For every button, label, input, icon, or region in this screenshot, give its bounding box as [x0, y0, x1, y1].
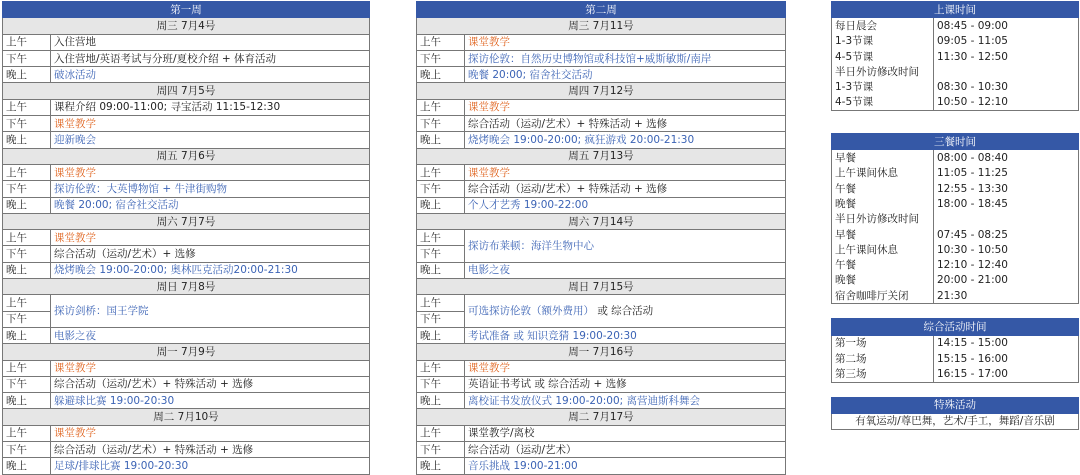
time-value: 20:00 - 21:00: [934, 273, 1079, 288]
time-label: 第三场: [832, 366, 934, 382]
week-header-row: [3, 2, 370, 18]
time-row: [832, 196, 1079, 211]
schedule-row: [3, 116, 370, 132]
special-row: [832, 413, 1079, 429]
time-slot-label: 晚上: [3, 67, 51, 83]
time-value: 11:30 - 12:50: [934, 49, 1079, 64]
time-slot-label: 上午: [3, 164, 51, 180]
time-slot-label: 上午: [417, 425, 465, 441]
time-label: 上午课间休息: [832, 166, 934, 181]
day-date: 周日 7月15号: [417, 279, 786, 295]
time-row: [832, 79, 1079, 94]
time-slot-label: 上午: [3, 99, 51, 115]
time-label: 上午课间休息: [832, 242, 934, 257]
time-slot-label: 晚上: [417, 197, 465, 213]
time-label: 早餐: [832, 150, 934, 166]
time-slot-label: 上午: [3, 295, 51, 311]
time-slot-label: 上午: [417, 99, 465, 115]
activity-cell: 综合活动（运动/艺术）+ 特殊活动 + 选修: [51, 442, 370, 458]
time-row: [832, 257, 1079, 272]
time-slot-label: 上午: [3, 425, 51, 441]
time-slot-label: 晚上: [3, 197, 51, 213]
day-date: 周二 7月17号: [417, 409, 786, 425]
day-header-row: [3, 344, 370, 360]
schedule-row: [417, 67, 786, 83]
day-date: 周二 7月10号: [3, 409, 370, 425]
day-header-row: [417, 213, 786, 229]
activity-cell: 电影之夜: [51, 327, 370, 343]
day-header-row: [417, 409, 786, 425]
activity-cell: 课堂教学: [51, 164, 370, 180]
activity-cell: 综合活动（运动/艺术）: [465, 442, 786, 458]
schedule-row: [417, 360, 786, 376]
activity-cell: 电影之夜: [465, 262, 786, 278]
time-label: 宿舍咖啡厅关闭: [832, 288, 934, 304]
activity-cell: 个人才艺秀 19:00-22:00: [465, 197, 786, 213]
time-row: [832, 227, 1079, 242]
time-row: [832, 64, 1079, 79]
day-date: 周五 7月13号: [417, 148, 786, 164]
activity-cell: [51, 295, 370, 328]
time-label: 晚餐: [832, 196, 934, 211]
section-gap: [832, 382, 1079, 397]
time-label: 4-5节课: [832, 95, 934, 111]
activity-cell: 入住营地/英语考试与分班/夏校介绍 + 体育活动: [51, 50, 370, 66]
activity-cell: 综合活动（运动/艺术）+ 特殊活动 + 选修: [465, 181, 786, 197]
time-slot-label: 下午: [417, 50, 465, 66]
day-header-row: [417, 83, 786, 99]
section-header-row: [832, 134, 1079, 150]
schedule-row: [417, 34, 786, 50]
activity-cell: 课堂教学: [465, 360, 786, 376]
day-date: 周一 7月16号: [417, 344, 786, 360]
day-header-row: [417, 18, 786, 34]
schedule-row: [3, 246, 370, 262]
activity-cell: 破冰活动: [51, 67, 370, 83]
special-activities: 有氧运动/尊巴舞，艺术/手工，舞蹈/音乐剧: [832, 413, 1079, 429]
time-row: [832, 335, 1079, 351]
time-value: 11:05 - 11:25: [934, 166, 1079, 181]
activity-cell: 音乐挑战 19:00-21:00: [465, 458, 786, 474]
time-slot-label: 上午: [417, 164, 465, 180]
time-slot-label: 下午: [417, 376, 465, 392]
schedule-row: [3, 197, 370, 213]
schedule-row: [417, 99, 786, 115]
activity-cell: 探访伦敦：自然历史博物馆或科技馆+威斯敏斯/南岸: [465, 50, 786, 66]
time-slot-label: 晚上: [3, 327, 51, 343]
day-header-row: [417, 148, 786, 164]
day-date: 周六 7月14号: [417, 213, 786, 229]
time-slot-label: 下午: [3, 246, 51, 262]
time-value: 16:15 - 17:00: [934, 366, 1079, 382]
activity-cell: 离校证书发放仪式 19:00-20:00; 离营迪斯科舞会: [465, 393, 786, 409]
time-value: 10:50 - 12:10: [934, 95, 1079, 111]
activity-cell: 综合活动（运动/艺术）+ 特殊活动 + 选修: [465, 116, 786, 132]
schedule-row: [3, 99, 370, 115]
activity-cell: 探访伦敦：大英博物馆 + 牛津街购物: [51, 181, 370, 197]
schedule-row: [3, 230, 370, 246]
day-header-row: [3, 279, 370, 295]
activity-cell: 综合活动（运动/艺术）+ 特殊活动 + 选修: [51, 376, 370, 392]
section-gap: [832, 125, 1079, 134]
schedule-row: [3, 376, 370, 392]
activity-text: 可选探访伦敦（额外费用）: [468, 305, 594, 318]
time-slot-label: 上午: [417, 295, 465, 311]
time-slot-label: 晚上: [417, 132, 465, 148]
week-header-row: [417, 2, 786, 18]
schedule-row: [3, 327, 370, 343]
schedule-row: [417, 393, 786, 409]
section-header-row: [832, 319, 1079, 335]
schedule-row: [417, 327, 786, 343]
section-gap: [832, 111, 1079, 126]
schedule-row: [417, 262, 786, 278]
time-row: [832, 150, 1079, 166]
side-body: [832, 2, 1079, 430]
day-header-row: [417, 279, 786, 295]
day-date: 周六 7月7号: [3, 213, 370, 229]
schedule-row: [3, 425, 370, 441]
schedule-row: [3, 164, 370, 180]
time-label: 第一场: [832, 335, 934, 351]
time-label: 早餐: [832, 227, 934, 242]
time-row: [832, 366, 1079, 382]
time-slot-label: 晚上: [3, 132, 51, 148]
time-slot-label: 晚上: [3, 458, 51, 474]
schedule-row: [417, 50, 786, 66]
activity-cell: 入住营地: [51, 34, 370, 50]
section-header-row: [832, 2, 1079, 18]
activity-cell: 课堂教学: [51, 230, 370, 246]
time-value: 15:15 - 16:00: [934, 351, 1079, 366]
time-slot-label: 上午: [417, 34, 465, 50]
time-slot-label: 上午: [417, 230, 465, 246]
time-label: 4-5节课: [832, 49, 934, 64]
schedule-row: [417, 197, 786, 213]
time-value: 12:55 - 13:30: [934, 181, 1079, 196]
schedule-row: [3, 360, 370, 376]
day-header-row: [417, 344, 786, 360]
time-slot-label: 晚上: [417, 458, 465, 474]
time-slot-label: 上午: [3, 360, 51, 376]
activity-cell: 迎新晚会: [51, 132, 370, 148]
time-label: 1-3节课: [832, 79, 934, 94]
activity-cell: [465, 230, 786, 263]
day-date: 周三 7月4号: [3, 18, 370, 34]
section-gap: [832, 304, 1079, 319]
time-slot-label: 上午: [417, 360, 465, 376]
time-row: [832, 18, 1079, 34]
section-title: 上课时间: [832, 2, 1079, 18]
activity-cell: 课堂教学: [51, 116, 370, 132]
time-value: 09:05 - 11:05: [934, 34, 1079, 49]
time-label: 半日外访修改时间: [832, 212, 934, 227]
time-slot-label: 上午: [3, 230, 51, 246]
time-value: [934, 64, 1079, 79]
time-slot-label: 下午: [3, 181, 51, 197]
time-value: [934, 212, 1079, 227]
schedule-row: [417, 116, 786, 132]
activity-cell: 烧烤晚会 19:00-20:00; 疯狂游戏 20:00-21:30: [465, 132, 786, 148]
time-row: [832, 49, 1079, 64]
schedule-row: [417, 458, 786, 474]
time-value: 21:30: [934, 288, 1079, 304]
activity-text: 探访布莱顿：海洋生物中心: [468, 239, 594, 252]
time-slot-label: 下午: [417, 181, 465, 197]
schedule-row: [3, 393, 370, 409]
schedule-row: [3, 295, 370, 311]
activity-cell: 英语证书考试 或 综合活动 + 选修: [465, 376, 786, 392]
activity-cell: 课堂教学: [465, 99, 786, 115]
day-header-row: [3, 18, 370, 34]
time-value: 08:45 - 09:00: [934, 18, 1079, 34]
activity-cell: 课堂教学: [465, 164, 786, 180]
schedule-row: [417, 164, 786, 180]
time-value: 08:00 - 08:40: [934, 150, 1079, 166]
day-date: 周日 7月8号: [3, 279, 370, 295]
day-date: 周一 7月9号: [3, 344, 370, 360]
schedule-row: [3, 262, 370, 278]
day-date: 周四 7月5号: [3, 83, 370, 99]
time-row: [832, 181, 1079, 196]
activity-cell: 课堂教学: [51, 360, 370, 376]
time-label: 1-3节课: [832, 34, 934, 49]
day-header-row: [3, 148, 370, 164]
time-row: [832, 242, 1079, 257]
activity-cell: 综合活动（运动/艺术）+ 选修: [51, 246, 370, 262]
time-slot-label: 晚上: [417, 262, 465, 278]
time-value: 08:30 - 10:30: [934, 79, 1079, 94]
time-label: 午餐: [832, 181, 934, 196]
schedule-row: [3, 50, 370, 66]
schedule-row: [3, 181, 370, 197]
activity-cell: 足球/排球比赛 19:00-20:30: [51, 458, 370, 474]
schedule-row: [417, 295, 786, 311]
day-date: 周五 7月6号: [3, 148, 370, 164]
activity-cell: 考试准备 或 知识竞猜 19:00-20:30: [465, 327, 786, 343]
time-info-table: [831, 1, 1079, 430]
time-slot-label: 下午: [3, 442, 51, 458]
time-label: 晚餐: [832, 273, 934, 288]
week-title: 第一周: [3, 2, 370, 18]
day-header-row: [3, 213, 370, 229]
time-slot-label: 下午: [3, 50, 51, 66]
week1-body: [3, 2, 370, 475]
schedule-row: [417, 132, 786, 148]
time-slot-label: 下午: [3, 376, 51, 392]
schedule-row: [3, 132, 370, 148]
schedule-row: [417, 230, 786, 246]
activity-cell: 晚餐 20:00; 宿舍社交活动: [465, 67, 786, 83]
schedule-row: [417, 181, 786, 197]
time-slot-label: 下午: [3, 116, 51, 132]
week2-schedule-table: [416, 1, 786, 475]
day-header-row: [3, 83, 370, 99]
time-slot-label: 下午: [417, 311, 465, 327]
time-slot-label: 晚上: [3, 262, 51, 278]
time-row: [832, 95, 1079, 111]
time-value: 12:10 - 12:40: [934, 257, 1079, 272]
section-title: 特殊活动: [832, 397, 1079, 413]
activity-text-extra: 或 综合活动: [597, 305, 654, 318]
time-row: [832, 273, 1079, 288]
section-header-row: [832, 397, 1079, 413]
week2-body: [417, 2, 786, 475]
schedule-row: [3, 458, 370, 474]
day-date: 周三 7月11号: [417, 18, 786, 34]
section-title: 三餐时间: [832, 134, 1079, 150]
schedule-row: [3, 34, 370, 50]
time-value: 07:45 - 08:25: [934, 227, 1079, 242]
schedule-row: [417, 376, 786, 392]
day-header-row: [3, 409, 370, 425]
schedule-row: [3, 67, 370, 83]
time-row: [832, 212, 1079, 227]
time-slot-label: 晚上: [417, 67, 465, 83]
activity-text: 探访剑桥：国王学院: [54, 305, 149, 318]
time-label: 每日晨会: [832, 18, 934, 34]
activity-cell: 躲避球比赛 19:00-20:30: [51, 393, 370, 409]
activity-cell: [465, 295, 786, 328]
day-date: 周四 7月12号: [417, 83, 786, 99]
activity-cell: 晚餐 20:00; 宿舍社交活动: [51, 197, 370, 213]
time-slot-label: 上午: [3, 34, 51, 50]
schedule-row: [417, 425, 786, 441]
schedule-row: [3, 442, 370, 458]
week1-schedule-table: [2, 1, 370, 475]
activity-cell: 课堂教学: [51, 425, 370, 441]
activity-cell: 课堂教学/离校: [465, 425, 786, 441]
time-row: [832, 34, 1079, 49]
time-slot-label: 下午: [417, 442, 465, 458]
section-title: 综合活动时间: [832, 319, 1079, 335]
time-slot-label: 下午: [417, 246, 465, 262]
time-value: 18:00 - 18:45: [934, 196, 1079, 211]
time-row: [832, 166, 1079, 181]
week-title: 第二周: [417, 2, 786, 18]
time-value: 14:15 - 15:00: [934, 335, 1079, 351]
time-label: 半日外访修改时间: [832, 64, 934, 79]
time-value: 10:30 - 10:50: [934, 242, 1079, 257]
time-slot-label: 晚上: [3, 393, 51, 409]
time-label: 第二场: [832, 351, 934, 366]
activity-cell: 课程介绍 09:00-11:00; 寻宝活动 11:15-12:30: [51, 99, 370, 115]
activity-cell: 课堂教学: [465, 34, 786, 50]
time-slot-label: 下午: [417, 116, 465, 132]
time-slot-label: 晚上: [417, 393, 465, 409]
time-label: 午餐: [832, 257, 934, 272]
time-row: [832, 288, 1079, 304]
activity-cell: 烧烤晚会 19:00-20:00; 奥林匹克活动20:00-21:30: [51, 262, 370, 278]
time-slot-label: 晚上: [417, 327, 465, 343]
time-slot-label: 下午: [3, 311, 51, 327]
time-row: [832, 351, 1079, 366]
schedule-row: [417, 442, 786, 458]
